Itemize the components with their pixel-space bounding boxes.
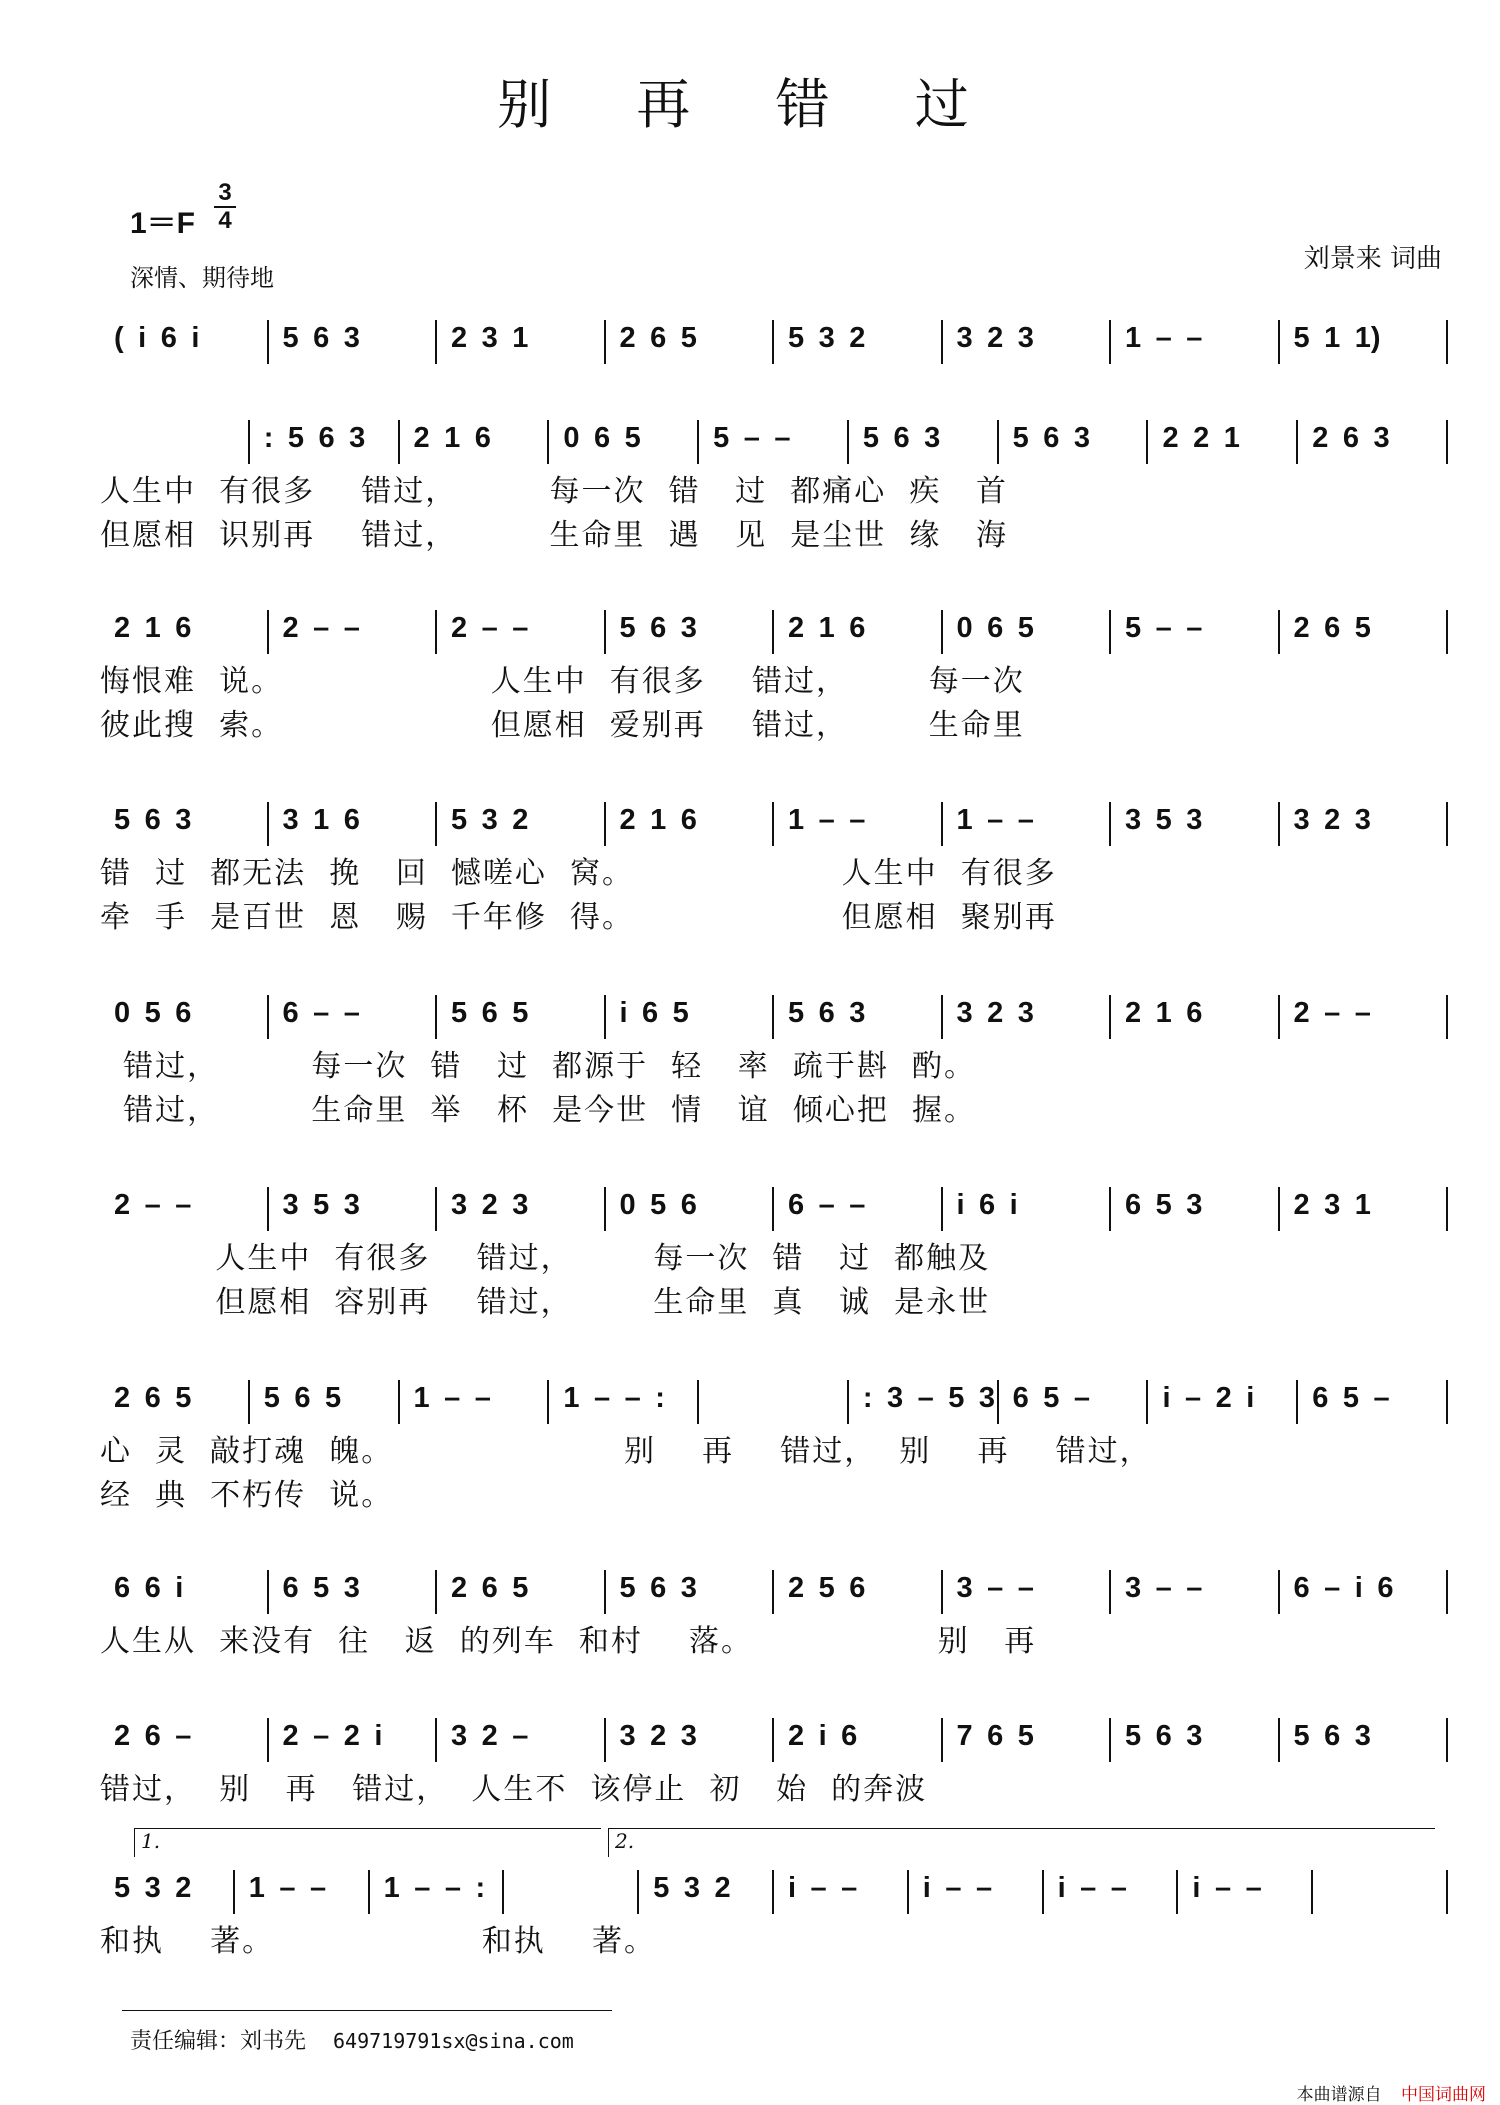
bar-line: [1278, 320, 1280, 364]
lyric-line: 悔恨难 说。 人生中 有很多 错过， 每一次: [100, 664, 1025, 699]
notes-line: [100, 318, 1448, 364]
measure: 3 2 –: [451, 1720, 529, 1752]
lyric-line: 彼此搜 索。 但愿相 爱别再 错过， 生命里: [100, 708, 1025, 743]
bar-line: [1446, 1380, 1448, 1424]
bar-line: [267, 610, 269, 654]
notes-line: [100, 1868, 1448, 1914]
bar-line: [1042, 1870, 1044, 1914]
measure: 3 1 6: [282, 804, 360, 836]
bar-line: [604, 320, 606, 364]
measure: 2 3 1: [1293, 1189, 1371, 1221]
measure: 2 6 5: [1293, 612, 1371, 644]
lyric-line: 经 典 不朽传 说。: [100, 1478, 394, 1513]
measure: 0 6 5: [956, 612, 1034, 644]
bar-line: [1278, 802, 1280, 846]
measure: 1 – – :: [563, 1382, 665, 1414]
measure: 1 – –: [248, 1872, 327, 1904]
bar-line: [267, 1570, 269, 1614]
time-signature-bottom: 4: [218, 207, 232, 234]
measure: i – –: [1192, 1872, 1262, 1904]
bar-line: [1446, 610, 1448, 654]
bar-line: [435, 610, 437, 654]
measure: 5 6 3: [862, 422, 941, 454]
measure: 3 2 3: [1293, 804, 1371, 836]
bar-line: [847, 1380, 849, 1424]
notes-line: [100, 1716, 1448, 1762]
measure: i 6 i: [956, 1189, 1018, 1221]
lyric-line: 但愿相 容别再 错过， 生命里 真 诚 是永世: [100, 1285, 991, 1320]
bar-line: [907, 1870, 909, 1914]
score-system: [100, 1568, 1448, 1718]
composer-credit: 刘景来 词曲: [1303, 244, 1442, 274]
bar-line: [435, 1187, 437, 1231]
bar-line: [604, 1187, 606, 1231]
bar-line: [1296, 1380, 1298, 1424]
measure: 0 5 6: [619, 1189, 697, 1221]
bar-line: [267, 995, 269, 1039]
measure: i – –: [1057, 1872, 1127, 1904]
source-label: 本曲谱源自: [1296, 2085, 1382, 2105]
measure: 1 – –: [413, 1382, 491, 1414]
editor-email: 649719791sx@sina.com: [333, 2029, 574, 2053]
bar-line: [435, 995, 437, 1039]
bar-line: [1109, 995, 1111, 1039]
bar-line: [1446, 1570, 1448, 1614]
bar-line: [1446, 995, 1448, 1039]
measure: 2 6 3: [1312, 422, 1390, 454]
bar-line: [1109, 1570, 1111, 1614]
lyric-line: 但愿相 识别再 错过， 生命里 遇 见 是尘世 缘 海: [100, 518, 1008, 553]
bar-line: [941, 802, 943, 846]
bar-line: [941, 1718, 943, 1762]
bar-line: [637, 1870, 639, 1914]
bar-line: [941, 610, 943, 654]
lyric-line: 错过， 每一次 错 过 都源于 轻 率 疏于斟 酌。: [100, 1049, 976, 1084]
bar-line: [1446, 420, 1448, 464]
notes-line: [100, 1185, 1448, 1231]
measure: 2 – –: [114, 1189, 192, 1221]
measure: 5 6 3: [1125, 1720, 1203, 1752]
measure: 5 6 3: [788, 997, 866, 1029]
measure: 5 6 3: [619, 612, 697, 644]
source-credit: [1297, 2080, 1486, 2105]
bar-line: [1278, 995, 1280, 1039]
measure: 5 – –: [1125, 612, 1203, 644]
bar-line: [233, 1870, 235, 1914]
bar-line: [1278, 1718, 1280, 1762]
score-system: [100, 800, 1448, 950]
measure: 6 – –: [282, 997, 360, 1029]
measure: 5 6 3: [1293, 1720, 1371, 1752]
score-system: [100, 1868, 1448, 2018]
measure: 2 6 –: [114, 1720, 192, 1752]
measure: 3 5 3: [1125, 804, 1203, 836]
measure: 6 5 3: [1125, 1189, 1203, 1221]
measure: 3 2 3: [956, 322, 1034, 354]
bar-line: [1446, 1718, 1448, 1762]
bar-line: [267, 1718, 269, 1762]
measure: 3 2 3: [956, 997, 1034, 1029]
measure: 5 1 1): [1293, 322, 1381, 354]
measure: 2 6 5: [619, 322, 697, 354]
measure: 2 – –: [451, 612, 529, 644]
notes-line: [100, 993, 1448, 1039]
time-signature: [212, 180, 238, 234]
measure: 6 – i 6: [1293, 1572, 1394, 1604]
bar-line: [1146, 1380, 1148, 1424]
measure: 5 6 3: [282, 322, 360, 354]
tempo-marking: 深情、期待地: [130, 264, 274, 292]
footer-divider: [122, 2010, 612, 2011]
bar-line: [604, 995, 606, 1039]
measure: 2 1 6: [619, 804, 697, 836]
measure: 5 3 2: [788, 322, 866, 354]
volta-second: 2.: [608, 1828, 1435, 1857]
bar-line: [267, 1187, 269, 1231]
measure: i 6 5: [619, 997, 689, 1029]
notes-line: [100, 418, 1448, 464]
bar-line: [772, 995, 774, 1039]
measure: 2 1 6: [1125, 997, 1203, 1029]
lyric-line: 错 过 都无法 挽 回 憾嗟心 窝。 人生中 有很多: [100, 856, 1057, 891]
measure: 6 6 i: [114, 1572, 184, 1604]
measure: ( i 6 i: [114, 322, 200, 354]
lyric-line: 人生中 有很多 错过， 每一次 错 过 都痛心 疾 首: [100, 474, 1008, 509]
measure: 2 – –: [1293, 997, 1371, 1029]
measure: 2 – –: [282, 612, 360, 644]
measure: 2 – 2 i: [282, 1720, 383, 1752]
bar-line: [547, 420, 549, 464]
bar-line: [604, 610, 606, 654]
bar-line: [267, 802, 269, 846]
measure: 0 6 5: [563, 422, 641, 454]
measure: 1 – – :: [383, 1872, 486, 1904]
time-signature-top: 3: [218, 179, 232, 206]
bar-line: [1446, 320, 1448, 364]
editor-credit: 责任编辑：刘书先: [130, 2029, 307, 2054]
measure: 3 – –: [1125, 1572, 1203, 1604]
bar-line: [604, 802, 606, 846]
notes-line: [100, 608, 1448, 654]
bar-line: [398, 1380, 400, 1424]
lyric-line: 和执 著。 和执 著。: [100, 1924, 656, 1959]
measure: 5 6 3: [114, 804, 192, 836]
bar-line: [772, 610, 774, 654]
lyric-line: 错过， 生命里 举 杯 是今世 情 谊 倾心把 握。: [100, 1093, 976, 1128]
bar-line: [772, 1718, 774, 1762]
bar-line: [1109, 1718, 1111, 1762]
lyric-line: 牵 手 是百世 恩 赐 千年修 得。 但愿相 聚别再: [100, 900, 1057, 935]
notes-line: [100, 1378, 1448, 1424]
score-system: [100, 608, 1448, 758]
measure: 7 6 5: [956, 1720, 1034, 1752]
bar-line: [435, 320, 437, 364]
measure: 3 – –: [956, 1572, 1034, 1604]
bar-line: [1446, 1187, 1448, 1231]
measure: 1 – –: [788, 804, 866, 836]
bar-line: [697, 1380, 699, 1424]
bar-line: [1278, 1187, 1280, 1231]
measure: 6 5 –: [1012, 1382, 1091, 1414]
measure: i – –: [922, 1872, 993, 1904]
bar-line: [1311, 1870, 1313, 1914]
measure: 3 2 3: [451, 1189, 529, 1221]
lyric-line: 人生从 来没有 往 返 的列车 和村 落。 别 再: [100, 1624, 1037, 1659]
footer-credits: [130, 2024, 574, 2055]
bar-line: [1176, 1870, 1178, 1914]
lyric-line: 人生中 有很多 错过， 每一次 错 过 都触及: [100, 1241, 991, 1276]
measure: 2 6 5: [114, 1382, 192, 1414]
bar-line: [1109, 1187, 1111, 1231]
measure: 5 6 3: [1012, 422, 1091, 454]
bar-line: [1146, 420, 1148, 464]
bar-line: [941, 320, 943, 364]
bar-line: [435, 1718, 437, 1762]
bar-line: [547, 1380, 549, 1424]
notes-line: [100, 800, 1448, 846]
measure: i – –: [788, 1872, 858, 1904]
measure: 2 1 6: [413, 422, 491, 454]
source-site: 中国词曲网: [1401, 2085, 1486, 2105]
bar-line: [941, 995, 943, 1039]
bar-line: [267, 320, 269, 364]
score-system: [100, 1185, 1448, 1335]
measure: 6 5 –: [1312, 1382, 1390, 1414]
key-signature: 1＝F: [130, 207, 196, 240]
measure: 5 – –: [713, 422, 791, 454]
bar-line: [368, 1870, 370, 1914]
measure: i – 2 i: [1162, 1382, 1255, 1414]
bar-line: [997, 1380, 999, 1424]
measure: 5 6 5: [263, 1382, 342, 1414]
bar-line: [398, 420, 400, 464]
measure: 2 3 1: [451, 322, 529, 354]
bar-line: [772, 1570, 774, 1614]
measure: 6 5 3: [282, 1572, 360, 1604]
measure: 2 5 6: [788, 1572, 866, 1604]
measure: 5 3 2: [653, 1872, 731, 1904]
bar-line: [997, 420, 999, 464]
bar-line: [248, 420, 250, 464]
bar-line: [697, 420, 699, 464]
measure: 2 6 5: [451, 1572, 529, 1604]
measure: 5 6 3: [619, 1572, 697, 1604]
measure: 3 5 3: [282, 1189, 360, 1221]
bar-line: [1446, 802, 1448, 846]
measure: 2 1 6: [114, 612, 192, 644]
measure: 3 2 3: [619, 1720, 697, 1752]
bar-line: [772, 1870, 774, 1914]
bar-line: [772, 802, 774, 846]
bar-line: [1278, 1570, 1280, 1614]
bar-line: [435, 1570, 437, 1614]
bar-line: [502, 1870, 504, 1914]
bar-line: [1109, 802, 1111, 846]
bar-line: [604, 1718, 606, 1762]
measure: 2 2 1: [1162, 422, 1240, 454]
measure: 2 i 6: [788, 1720, 858, 1752]
measure: : 5 6 3: [263, 422, 366, 454]
lyric-line: 错过， 别 再 错过， 人生不 该停止 初 始 的奔波: [100, 1772, 928, 1807]
bar-line: [1446, 1870, 1448, 1914]
score-system: [100, 1378, 1448, 1528]
bar-line: [435, 802, 437, 846]
bar-line: [941, 1570, 943, 1614]
measure: 2 1 6: [788, 612, 866, 644]
bar-line: [1278, 610, 1280, 654]
bar-line: [772, 1187, 774, 1231]
measure: 5 6 5: [451, 997, 529, 1029]
measure: 1 – –: [1125, 322, 1203, 354]
bar-line: [604, 1570, 606, 1614]
measure: : 3 – 5 3: [862, 1382, 996, 1414]
lyric-line: 心 灵 敲打魂 魄。 别 再 错过， 别 再 错过，: [100, 1434, 1152, 1469]
bar-line: [847, 420, 849, 464]
bar-line: [772, 320, 774, 364]
page-title: 别 再 错 过: [497, 73, 1003, 136]
measure: 1 – –: [956, 804, 1034, 836]
measure: 5 3 2: [451, 804, 529, 836]
measure: 6 – –: [788, 1189, 866, 1221]
bar-line: [1109, 610, 1111, 654]
notes-line: [100, 1568, 1448, 1614]
score-system: [100, 993, 1448, 1143]
score-system: [100, 418, 1448, 568]
bar-line: [941, 1187, 943, 1231]
bar-line: [1296, 420, 1298, 464]
bar-line: [1109, 320, 1111, 364]
bar-line: [248, 1380, 250, 1424]
measure: 0 5 6: [114, 997, 192, 1029]
measure: 5 3 2: [114, 1872, 192, 1904]
volta-first: 1.: [134, 1828, 601, 1857]
